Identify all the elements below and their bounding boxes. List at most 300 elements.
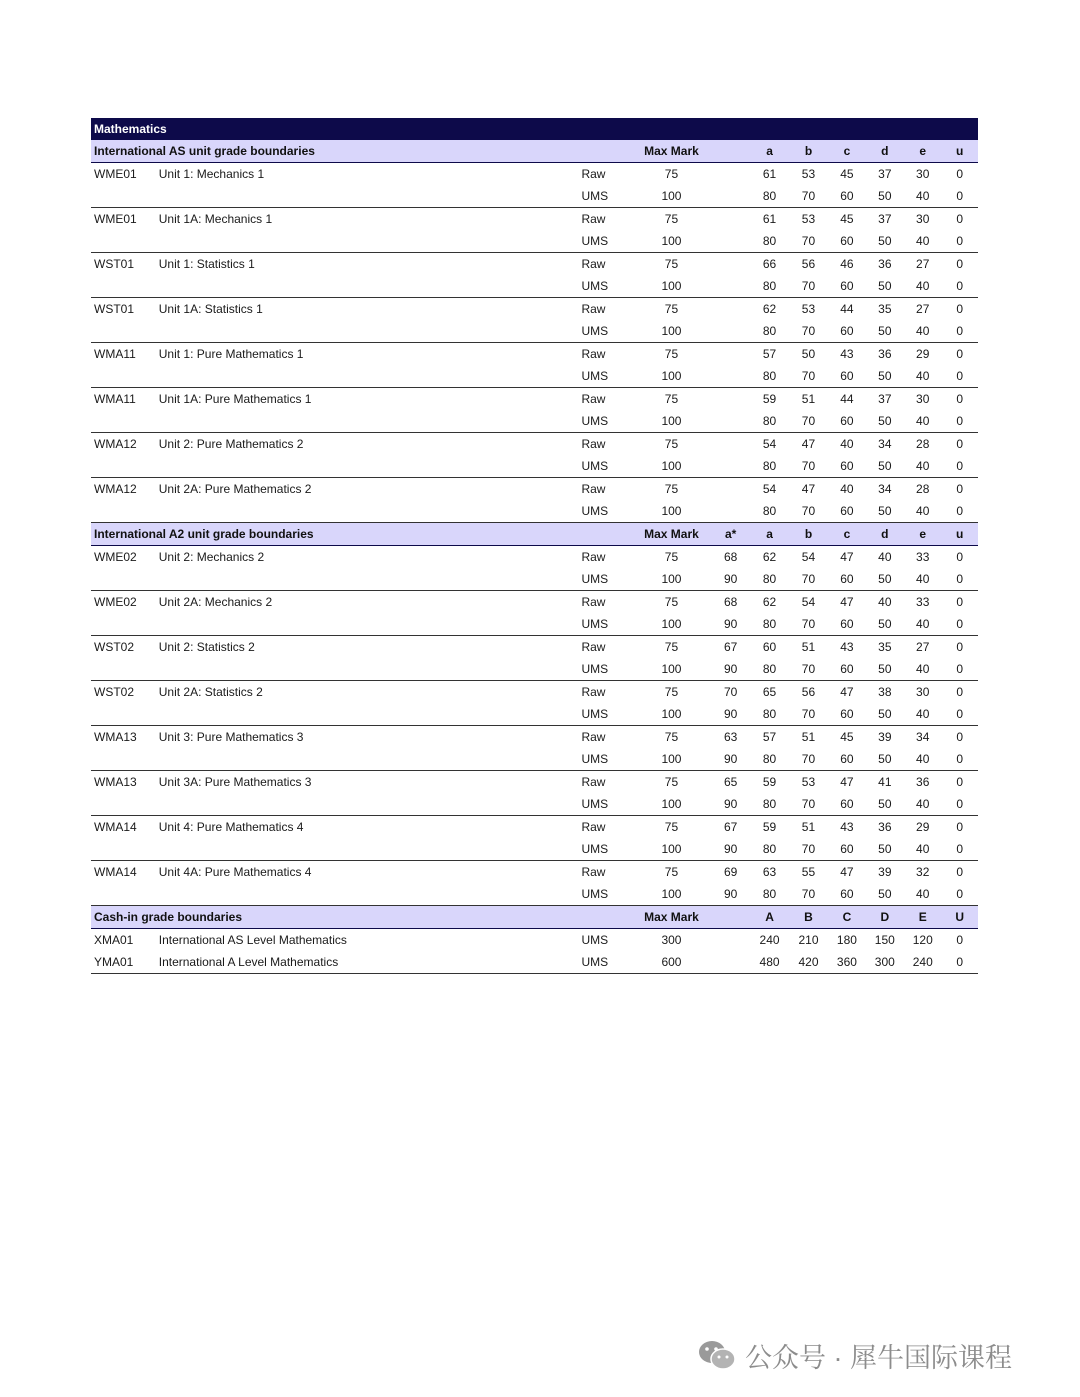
table-row	[91, 298, 978, 321]
grade-value: 60	[762, 640, 777, 654]
grade-value: 90	[711, 613, 750, 636]
grade-value: 70	[789, 703, 828, 726]
grade-header: u	[941, 523, 978, 546]
unit-name: Unit 1A: Mechanics 1	[158, 212, 273, 226]
grade-value: 43	[840, 820, 854, 834]
grade-value: 0	[941, 275, 978, 298]
empty-cell	[159, 410, 582, 433]
mark-type: Raw	[581, 640, 606, 654]
grade-value: 60	[828, 455, 865, 478]
unit-code: YMA01	[91, 951, 159, 974]
unit-code: WME01	[94, 167, 137, 181]
grade-value: 34	[916, 730, 930, 744]
max-mark: 100	[632, 275, 711, 298]
grade-value: 37	[878, 167, 892, 181]
table-row	[91, 433, 978, 456]
empty-cell	[91, 568, 159, 591]
table-row	[91, 726, 978, 749]
watermark	[697, 1336, 1012, 1374]
unit-code: WME01	[94, 212, 137, 226]
grade-value: 39	[878, 865, 892, 879]
mark-type: UMS	[581, 793, 632, 816]
grade-value: 40	[904, 703, 941, 726]
table-row	[91, 861, 978, 884]
grade-value	[711, 253, 750, 276]
max-mark: 100	[632, 230, 711, 253]
mark-type: Raw	[581, 685, 606, 699]
grade-header: c	[828, 140, 865, 163]
empty-cell	[159, 703, 582, 726]
grade-value: 0	[941, 568, 978, 591]
grade-value: 0	[956, 550, 964, 564]
grade-value: 60	[828, 185, 865, 208]
grade-value: 40	[878, 595, 892, 609]
table-row	[91, 388, 978, 411]
unit-name: Unit 4: Pure Mathematics 4	[158, 820, 304, 834]
grade-value: 70	[789, 410, 828, 433]
grade-value: 0	[941, 320, 978, 343]
grade-header: C	[828, 906, 865, 929]
table-title: Mathematics	[91, 118, 978, 140]
grade-value: 57	[762, 347, 777, 361]
mark-type: Raw	[581, 482, 606, 496]
empty-cell	[159, 568, 582, 591]
grade-value	[711, 388, 750, 411]
grade-value: 41	[878, 775, 892, 789]
section-heading: International A2 unit grade boundaries	[91, 523, 632, 546]
empty-cell	[159, 185, 582, 208]
grade-value: 240	[759, 933, 780, 947]
max-mark-header: Max Mark	[632, 906, 711, 929]
grade-value: 40	[904, 658, 941, 681]
mark-type: UMS	[581, 748, 632, 771]
grade-value	[711, 163, 750, 186]
grade-value: 0	[941, 230, 978, 253]
empty-cell	[91, 185, 159, 208]
unit-code: WST02	[94, 685, 135, 699]
grade-value: 70	[789, 500, 828, 523]
grade-value: 240	[904, 951, 941, 974]
empty-cell	[159, 883, 582, 906]
grade-value: 68	[723, 550, 738, 564]
grade-header: a	[750, 523, 788, 546]
grade-value: 0	[956, 775, 964, 789]
grade-value: 80	[750, 365, 788, 388]
grade-header: b	[789, 140, 828, 163]
grade-value: 90	[711, 658, 750, 681]
grade-value: 59	[762, 775, 777, 789]
empty-cell	[159, 793, 582, 816]
grade-value: 70	[789, 275, 828, 298]
grade-header: b	[789, 523, 828, 546]
unit-code: WMA14	[94, 820, 137, 834]
grade-value: 0	[941, 748, 978, 771]
grade-value: 36	[878, 820, 892, 834]
grade-value: 40	[904, 748, 941, 771]
max-mark: 75	[664, 550, 679, 564]
grade-value: 0	[956, 302, 964, 316]
table-row	[91, 681, 978, 704]
grade-value: 480	[750, 951, 788, 974]
grade-value: 63	[762, 865, 777, 879]
unit-name: Unit 2A: Pure Mathematics 2	[158, 482, 312, 496]
max-mark: 100	[632, 703, 711, 726]
table-row	[91, 455, 978, 478]
table-row	[91, 410, 978, 433]
grade-value: 90	[711, 703, 750, 726]
grade-value: 90	[711, 838, 750, 861]
unit-code: WMA12	[94, 437, 137, 451]
grade-value: 0	[941, 410, 978, 433]
grade-value: 70	[789, 320, 828, 343]
max-mark: 100	[632, 410, 711, 433]
grade-header: a*	[711, 523, 750, 546]
table-row	[91, 568, 978, 591]
grade-value	[711, 230, 750, 253]
grade-value: 47	[801, 437, 816, 451]
grade-value: 39	[878, 730, 892, 744]
grade-value: 70	[789, 568, 828, 591]
grade-value: 54	[762, 482, 777, 496]
grade-value: 55	[801, 865, 816, 879]
empty-cell	[91, 275, 159, 298]
grade-value: 50	[866, 703, 904, 726]
grade-value: 36	[878, 347, 892, 361]
grade-value: 40	[904, 455, 941, 478]
table-row	[91, 658, 978, 681]
grade-value: 0	[941, 185, 978, 208]
mark-type: UMS	[581, 230, 632, 253]
grade-value: 44	[840, 302, 854, 316]
grade-value: 70	[789, 613, 828, 636]
grade-value: 70	[789, 230, 828, 253]
grade-value: 50	[866, 883, 904, 906]
grade-value: 34	[878, 437, 892, 451]
grade-value: 0	[956, 167, 964, 181]
grade-value: 70	[789, 365, 828, 388]
grade-value: 27	[916, 302, 930, 316]
table-row	[91, 208, 978, 231]
unit-name: Unit 4A: Pure Mathematics 4	[158, 865, 312, 879]
max-mark: 100	[632, 568, 711, 591]
grade-value: 57	[762, 730, 777, 744]
grade-value: 40	[904, 568, 941, 591]
grade-value	[711, 455, 750, 478]
grade-value: 40	[904, 500, 941, 523]
section-heading: International AS unit grade boundaries	[91, 140, 632, 163]
grade-value: 0	[956, 730, 964, 744]
table-row	[91, 748, 978, 771]
max-mark: 75	[664, 865, 679, 879]
table-row	[91, 500, 978, 523]
grade-value	[711, 365, 750, 388]
grade-value: 50	[866, 275, 904, 298]
mark-type: UMS	[581, 275, 632, 298]
grade-value: 40	[904, 883, 941, 906]
grade-value: 47	[801, 482, 816, 496]
grade-value: 80	[750, 613, 788, 636]
grade-value: 30	[916, 392, 930, 406]
grade-header	[711, 140, 750, 163]
max-mark: 100	[632, 658, 711, 681]
grade-value: 0	[956, 347, 964, 361]
mark-type: Raw	[581, 550, 606, 564]
empty-cell	[159, 320, 582, 343]
grade-value: 28	[916, 437, 930, 451]
grade-value: 50	[866, 613, 904, 636]
grade-value: 0	[941, 365, 978, 388]
empty-cell	[159, 658, 582, 681]
max-mark: 100	[632, 500, 711, 523]
grade-value: 35	[878, 302, 892, 316]
grade-value: 59	[762, 392, 777, 406]
grade-value: 0	[941, 658, 978, 681]
section-header-row	[91, 906, 978, 929]
grade-value: 70	[789, 658, 828, 681]
max-mark: 75	[664, 775, 679, 789]
grade-value: 45	[840, 167, 854, 181]
grade-value: 90	[711, 748, 750, 771]
table-row	[91, 185, 978, 208]
unit-name: Unit 2: Statistics 2	[158, 640, 255, 654]
section-header-row	[91, 140, 978, 163]
grade-value: 50	[866, 500, 904, 523]
grade-value: 46	[840, 257, 854, 271]
grade-value: 0	[956, 640, 964, 654]
grade-value: 80	[750, 455, 788, 478]
grade-value: 0	[956, 437, 964, 451]
grade-value: 50	[866, 185, 904, 208]
grade-value	[711, 433, 750, 456]
grade-value: 0	[956, 933, 964, 947]
grade-value: 33	[916, 595, 930, 609]
grade-value: 40	[904, 838, 941, 861]
grade-value: 28	[916, 482, 930, 496]
grade-value: 0	[956, 865, 964, 879]
unit-name: Unit 2A: Mechanics 2	[158, 595, 273, 609]
grade-value: 50	[866, 838, 904, 861]
grade-value: 80	[750, 230, 788, 253]
grade-value: 60	[828, 793, 865, 816]
grade-boundary-table	[91, 118, 978, 974]
grade-value: 0	[956, 482, 964, 496]
grade-value: 29	[916, 347, 930, 361]
grade-value: 50	[866, 658, 904, 681]
grade-value: 40	[904, 185, 941, 208]
grade-value: 30	[916, 167, 930, 181]
mark-type: Raw	[581, 302, 606, 316]
empty-cell	[91, 748, 159, 771]
grade-value: 34	[878, 482, 892, 496]
grade-header: E	[904, 906, 941, 929]
table-row	[91, 929, 978, 952]
empty-cell	[91, 703, 159, 726]
unit-code: WST01	[94, 257, 135, 271]
empty-cell	[91, 613, 159, 636]
grade-value: 70	[723, 685, 738, 699]
grade-value: 53	[801, 167, 816, 181]
mark-type: UMS	[581, 568, 632, 591]
mark-type: Raw	[581, 730, 606, 744]
empty-cell	[159, 613, 582, 636]
unit-name: Unit 2: Mechanics 2	[158, 550, 265, 564]
grade-value: 70	[789, 883, 828, 906]
grade-value: 36	[916, 775, 930, 789]
grade-value: 0	[941, 703, 978, 726]
grade-value: 47	[840, 775, 854, 789]
grade-value	[711, 478, 750, 501]
table-row	[91, 636, 978, 659]
grade-value: 0	[956, 392, 964, 406]
grade-value: 40	[904, 275, 941, 298]
grade-value: 47	[840, 685, 854, 699]
unit-name: International A Level Mathematics	[159, 951, 582, 974]
max-mark: 75	[664, 685, 679, 699]
grade-value: 0	[941, 793, 978, 816]
unit-name: Unit 1A: Pure Mathematics 1	[158, 392, 312, 406]
grade-value: 29	[916, 820, 930, 834]
grade-value: 27	[916, 257, 930, 271]
grade-value: 40	[904, 793, 941, 816]
grade-value: 0	[956, 257, 964, 271]
mark-type: UMS	[581, 951, 632, 974]
grade-value: 61	[762, 212, 777, 226]
grade-value: 50	[866, 230, 904, 253]
table-row	[91, 613, 978, 636]
table-row	[91, 365, 978, 388]
max-mark-header: Max Mark	[632, 523, 711, 546]
grade-value: 66	[762, 257, 777, 271]
max-mark: 600	[632, 951, 711, 974]
section-heading: Cash-in grade boundaries	[91, 906, 632, 929]
mark-type: Raw	[581, 167, 606, 181]
empty-cell	[159, 748, 582, 771]
mark-type: Raw	[581, 775, 606, 789]
grade-value: 80	[750, 883, 788, 906]
table-row	[91, 951, 978, 974]
unit-code: WMA12	[94, 482, 137, 496]
empty-cell	[159, 838, 582, 861]
grade-value: 50	[866, 793, 904, 816]
grade-header: D	[866, 906, 904, 929]
grade-value	[711, 208, 750, 231]
grade-value: 60	[828, 748, 865, 771]
mark-type: UMS	[581, 883, 632, 906]
grade-value: 60	[828, 500, 865, 523]
grade-value: 62	[762, 550, 777, 564]
grade-value: 60	[828, 838, 865, 861]
mark-type: Raw	[581, 257, 606, 271]
grade-value: 37	[878, 392, 892, 406]
grade-value: 40	[840, 437, 854, 451]
grade-value: 50	[801, 347, 816, 361]
empty-cell	[91, 320, 159, 343]
grade-value: 54	[801, 595, 816, 609]
grade-value	[711, 185, 750, 208]
mark-type: UMS	[581, 410, 632, 433]
max-mark: 75	[664, 212, 679, 226]
grade-value: 40	[878, 550, 892, 564]
unit-code: WMA13	[94, 775, 137, 789]
grade-value: 60	[828, 568, 865, 591]
grade-value: 90	[711, 568, 750, 591]
table-row	[91, 253, 978, 276]
unit-name: International AS Level Mathematics	[158, 933, 347, 947]
table-row	[91, 703, 978, 726]
max-mark: 75	[664, 482, 679, 496]
grade-value: 80	[750, 275, 788, 298]
unit-code: WST01	[94, 302, 135, 316]
max-mark: 100	[632, 185, 711, 208]
grade-value: 60	[828, 703, 865, 726]
grade-value: 0	[941, 455, 978, 478]
max-mark: 75	[664, 392, 679, 406]
grade-value: 67	[723, 820, 738, 834]
grade-value	[711, 410, 750, 433]
max-mark: 75	[664, 347, 679, 361]
grade-value: 67	[723, 640, 738, 654]
grade-value: 70	[789, 838, 828, 861]
grade-value: 90	[711, 793, 750, 816]
grade-header: e	[904, 523, 941, 546]
grade-value: 60	[828, 883, 865, 906]
grade-value: 47	[840, 550, 854, 564]
grade-value: 80	[750, 500, 788, 523]
max-mark: 100	[632, 883, 711, 906]
max-mark: 75	[664, 820, 679, 834]
grade-value: 80	[750, 703, 788, 726]
grade-value: 54	[801, 550, 816, 564]
grade-header: c	[828, 523, 865, 546]
grade-header: d	[866, 140, 904, 163]
empty-cell	[159, 230, 582, 253]
empty-cell	[159, 500, 582, 523]
mark-type: UMS	[581, 703, 632, 726]
table-row	[91, 771, 978, 794]
grade-value: 0	[956, 685, 964, 699]
mark-type: Raw	[581, 437, 606, 451]
grade-value: 30	[916, 685, 930, 699]
grade-value	[711, 320, 750, 343]
grade-value: 60	[828, 320, 865, 343]
grade-value: 50	[866, 568, 904, 591]
max-mark: 100	[632, 748, 711, 771]
grade-header: A	[750, 906, 788, 929]
empty-cell	[91, 410, 159, 433]
grade-value: 62	[762, 302, 777, 316]
grade-value: 40	[904, 410, 941, 433]
unit-name: Unit 2: Pure Mathematics 2	[158, 437, 304, 451]
empty-cell	[159, 275, 582, 298]
empty-cell	[159, 365, 582, 388]
grade-value: 0	[941, 500, 978, 523]
grade-value: 50	[866, 748, 904, 771]
grade-value: 120	[912, 933, 933, 947]
grade-value: 36	[878, 257, 892, 271]
grade-value: 40	[840, 482, 854, 496]
grade-value: 32	[916, 865, 930, 879]
grade-value: 60	[828, 365, 865, 388]
grade-value: 43	[840, 640, 854, 654]
unit-name: Unit 2A: Statistics 2	[158, 685, 263, 699]
max-mark: 100	[632, 838, 711, 861]
grade-value: 0	[941, 951, 978, 974]
grade-value: 51	[801, 820, 816, 834]
grade-value: 80	[750, 568, 788, 591]
unit-code: WMA14	[94, 865, 137, 879]
grade-value	[711, 929, 750, 952]
table-row	[91, 478, 978, 501]
